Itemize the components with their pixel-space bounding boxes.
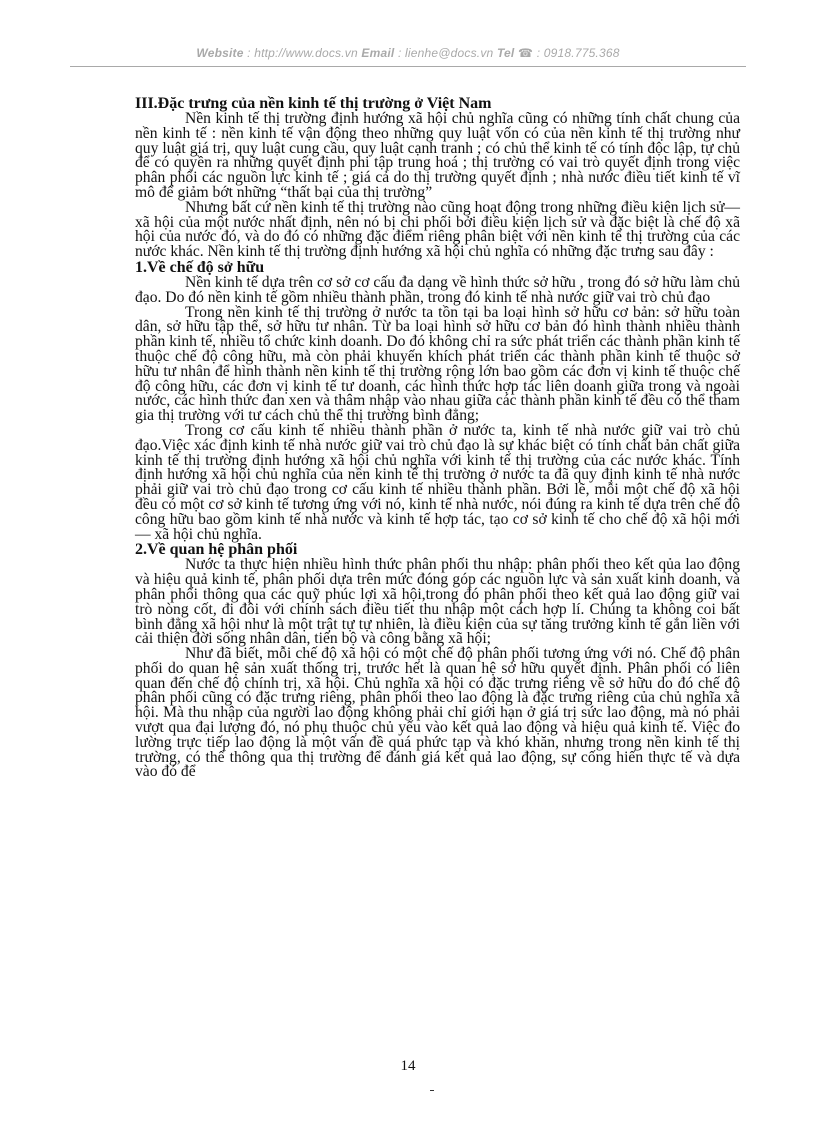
tel-value: : 0918.775.368 xyxy=(536,46,620,60)
paragraph: Nước ta thực hiện nhiều hình thức phân phối thu nhập: phân phối theo kết qủa lao động và hiệu quả kinh tế, phân phối dựa trên mức đóng góp các nguồn lực và sản xuất kinh doanh, và phân phối thông qua các quỹ phúc lợi xã hội,trong đó phân phối theo kết quả lao động giữ vai trò nòng cốt, đi đôi với chính sách điều tiết thu nhập một cách hợp lí. Chúng ta không coi bất bình đẳng xã hội như là một trật tự tự nhiên, là điều kiện của sự tăng trưởng kinh tế gắn liền với cải thiện đời sống nhân dân, tiến bộ và công bằng xã hội; xyxy=(135,556,740,648)
document-body xyxy=(135,96,740,780)
phone-icon: ☎ xyxy=(518,46,534,60)
email-value: : lienhe@docs.vn xyxy=(397,46,494,60)
footer-mark xyxy=(430,1090,434,1091)
paragraph: Trong nền kinh tế thị trường ở nước ta tồn tại ba loại hình sở hữu cơ bản: sở hữu toàn dân, sở hữu tập thể, sở hữu tư nhân. Từ ba loại hình sở hữu cơ bản đó hình thành nhiều thành phần kinh tế, nhiều tổ chức kinh doanh. Do đó không chỉ ra sức phát triển các thành phần kinh tế thuộc chế độ công hữu, mà còn phải khuyến khích phát triển các thành phần kinh tế thuộc sở hữu tư nhân để hình thành nền kinh tế thị trường rộng lớn bao gồm các đơn vị kinh tế thuộc chế độ công hữu, các đơn vị kinh tế tư doanh, các hình thức hợp tác liên doanh giữa trong và ngoài nước, các hình thức đan xen và thâm nhập vào nhau giữa các thành phần kinh tế đều có thể tham gia thị trường với tư cách chủ thể thị trường bình đẳng; xyxy=(135,303,740,425)
website-value: : http://www.docs.vn xyxy=(247,46,358,60)
section-title: III.Đặc trưng của nền kinh tế thị trường ở Việt Nam xyxy=(135,95,492,112)
header-divider xyxy=(70,66,746,67)
paragraph: Trong cơ cấu kinh tế nhiều thành phần ở nước ta, kinh tế nhà nước giữ vai trò chủ đạo.Việc xác định kinh tế nhà nước giữ vai trò chủ đạo là sự khác biệt có tính chất bản chất giữa kinh tế thị trường định hướng xã hội chủ nghĩa với kinh tế thị trường của các nước khác. Tính định hướng xã hội chủ nghĩa của nền kinh tế thị trường ở nước ta đã quy định kinh tế nhà nước phải giữ vai trò chủ đạo trong cơ cấu kinh tế nhiều thành phần. Bởi lẽ, mỗi một chế độ xã hội đều có một cơ sở kinh tế tương ứng với nó, kinh tế nhà nước, nói đúng ra kinh tế dựa trên chế độ công hữu bao gồm kinh tế nhà nước và kinh tế hợp tác, tạo cơ sở kinh tế cho chế độ xã hội mới — xã hội chủ nghĩa. xyxy=(135,421,740,543)
email-label: Email xyxy=(361,46,395,60)
paragraph: Nền kinh tế dựa trên cơ sở cơ cấu đa dạng về hình thức sở hữu , trong đó sở hữu làm chủ đạo. Do đó nền kinh tế gồm nhiều thành phần, trong đó kinh tế nhà nước giữ vai trò chủ đạo xyxy=(135,273,740,306)
subsection-title: 2.Về quan hệ phân phối xyxy=(135,541,298,559)
paragraph: Nhưng bất cứ nền kinh tế thị trường nào cũng hoạt động trong những điều kiện lịch sử—xã hội của một nước nhất định, nên nó bị chi phối bởi điều kiện lịch sử và đặc biệt là chế độ xã hội của nước đó, và do đó có những đặc điểm riêng phân biệt với nền kinh tế thị trường của các nước khác. Nền kinh tế thị trường định hướng xã hội chủ nghĩa có những đặc trưng sau đây : xyxy=(135,198,740,261)
tel-label: Tel xyxy=(496,46,515,60)
subsection-title: 1.Về chế độ sở hữu xyxy=(135,258,265,276)
website-label: Website xyxy=(196,46,244,60)
paragraph: Nền kinh tế thị trường định hướng xã hội chủ nghĩa cũng có những tính chất chung của nền kinh tế : nền kinh tế vận động theo những quy luật vốn có của nền kinh tế thị trường như quy luật giá trị, quy luật cung cầu, quy luật cạnh tranh ; có chủ thể kinh tế có tính độc lập, tự chủ để có quyền ra những quyết định phi tập trung hoá ; thị trường có vai trò quyết định trong việc phân phối các nguồn lực kinh tế ; giá cả do thị trường quyết định ; nhà nước điều tiết kinh tế vĩ mô để giảm bớt những “thất bại của thị trường” xyxy=(135,110,740,201)
page-header xyxy=(0,46,816,60)
page-number: 14 xyxy=(400,1058,416,1074)
paragraph: Như đã biết, mỗi chế độ xã hội có một chế độ phân phối tương ứng với nó. Chế độ phân phối do quan hệ sản xuất thống trị, trước hết là quan hệ sở hữu quyết định. Phân phối có liên quan đến chế độ chính trị, xã hội. Chủ nghĩa xã hội có đặc trưng riêng về sở hữu do đó chế độ phân phối cũng có đặc trưng riêng, phân phối theo lao động là đặc trưng riêng của chủ nghĩa xã hội. Mà thu nhập của người lao động không phải chỉ giới hạn ở giá trị sức lao động, mà nó phải vượt qua đại lượng đó, nó phụ thuộc chủ yếu vào kết quả lao động và hiệu quả kinh tế. Việc đo lường trực tiếp lao động là một vấn đề quá phức tạp và khó khăn, nhưng trong nền kinh tế thị trường, có thể thông qua thị trường để đánh giá kết quả lao động, sự cống hiến thực tế và dựa vào đó để xyxy=(135,645,740,781)
